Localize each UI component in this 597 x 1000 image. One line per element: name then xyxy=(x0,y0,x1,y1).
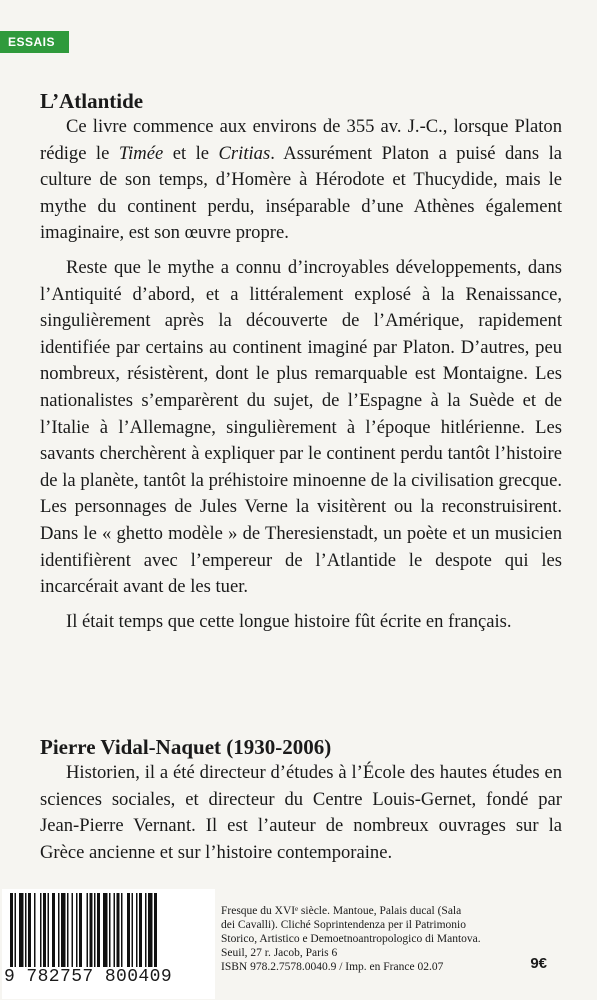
credit-line-3: Storico, Artistico e Demoetnoantropologico di Mantova. xyxy=(221,933,481,945)
book-description xyxy=(40,88,562,643)
publisher-address: Seuil, 27 r. Jacob, Paris 6 xyxy=(221,947,338,959)
description-paragraph-1: Ce livre commence aux environs de 355 av. J.-C., lorsque Platon rédige le Timée et le Critias. Assurément Platon a puisé dans la culture de son temps, d’Homère à Hérodote et Thucydide, mais le mythe du continent perdu, inséparable d’une Athènes également imaginaire, est son œuvre propre. xyxy=(40,116,562,244)
description-paragraph-3: Il était temps que cette longue histoire fût écrite en français. xyxy=(66,610,512,632)
credit-line-1: Fresque du XVIᵉ siècle. Mantoue, Palais ducal (Sala xyxy=(221,905,462,917)
barcode-icon xyxy=(10,893,207,967)
barcode xyxy=(2,889,215,999)
author-bio: Historien, il a été directeur d’études à l’École des hautes études en sciences sociales, et directeur du Centre Louis-Gernet, fondé par Jean-Pierre Vernant. Il est l’auteur de nombreux ouvrages sur la Grèce ancienne et sur l’histoire contemporaine. xyxy=(40,762,562,863)
price: 9€ xyxy=(530,955,547,972)
author-name: Pierre Vidal-Naquet (1930-2006) xyxy=(40,735,332,759)
isbn-line: ISBN 978.2.7578.0040.9 / Imp. en France 02.07 xyxy=(221,961,444,973)
book-title: L’Atlantide xyxy=(40,89,144,113)
credit-line-2: dei Cavalli). Cliché Soprintendenza per il Patrimonio xyxy=(221,919,466,931)
description-paragraph-2: Reste que le mythe a connu d’incroyables développements, dans l’Antiquité d’abord, et a littéralement explosé à la Renaissance, singulièrement après la découverte de l’Amérique, rapidement identifiée par certains au continent imaginé par Platon. D’autres, peu nombreux, résistèrent, dont le plus remarquable est Montaigne. Les nationalistes s’emparèrent du sujet, de l’Espagne à la Suède et de l’Italie à l’Allemagne, singulièrement à l’époque hitlérienne. Les savants cherchèrent à expliquer par le continent perdu tantôt l’histoire de la planète, tantôt la préhistoire minoenne de la civilisation grecque. Les personnages de Jules Verne la visitèrent ou la reconstruisirent. Dans le « ghetto modèle » de Theresienstadt, un poète et un musicien identifièrent avec l’empereur de l’Atlantide le despote qui les incarcérait avant de les tuer. xyxy=(40,256,562,598)
barcode-digits: 9 782757 800409 xyxy=(4,967,173,987)
author-section xyxy=(40,734,562,874)
credits-block xyxy=(221,904,571,974)
collection-tag: ESSAIS xyxy=(0,31,69,53)
